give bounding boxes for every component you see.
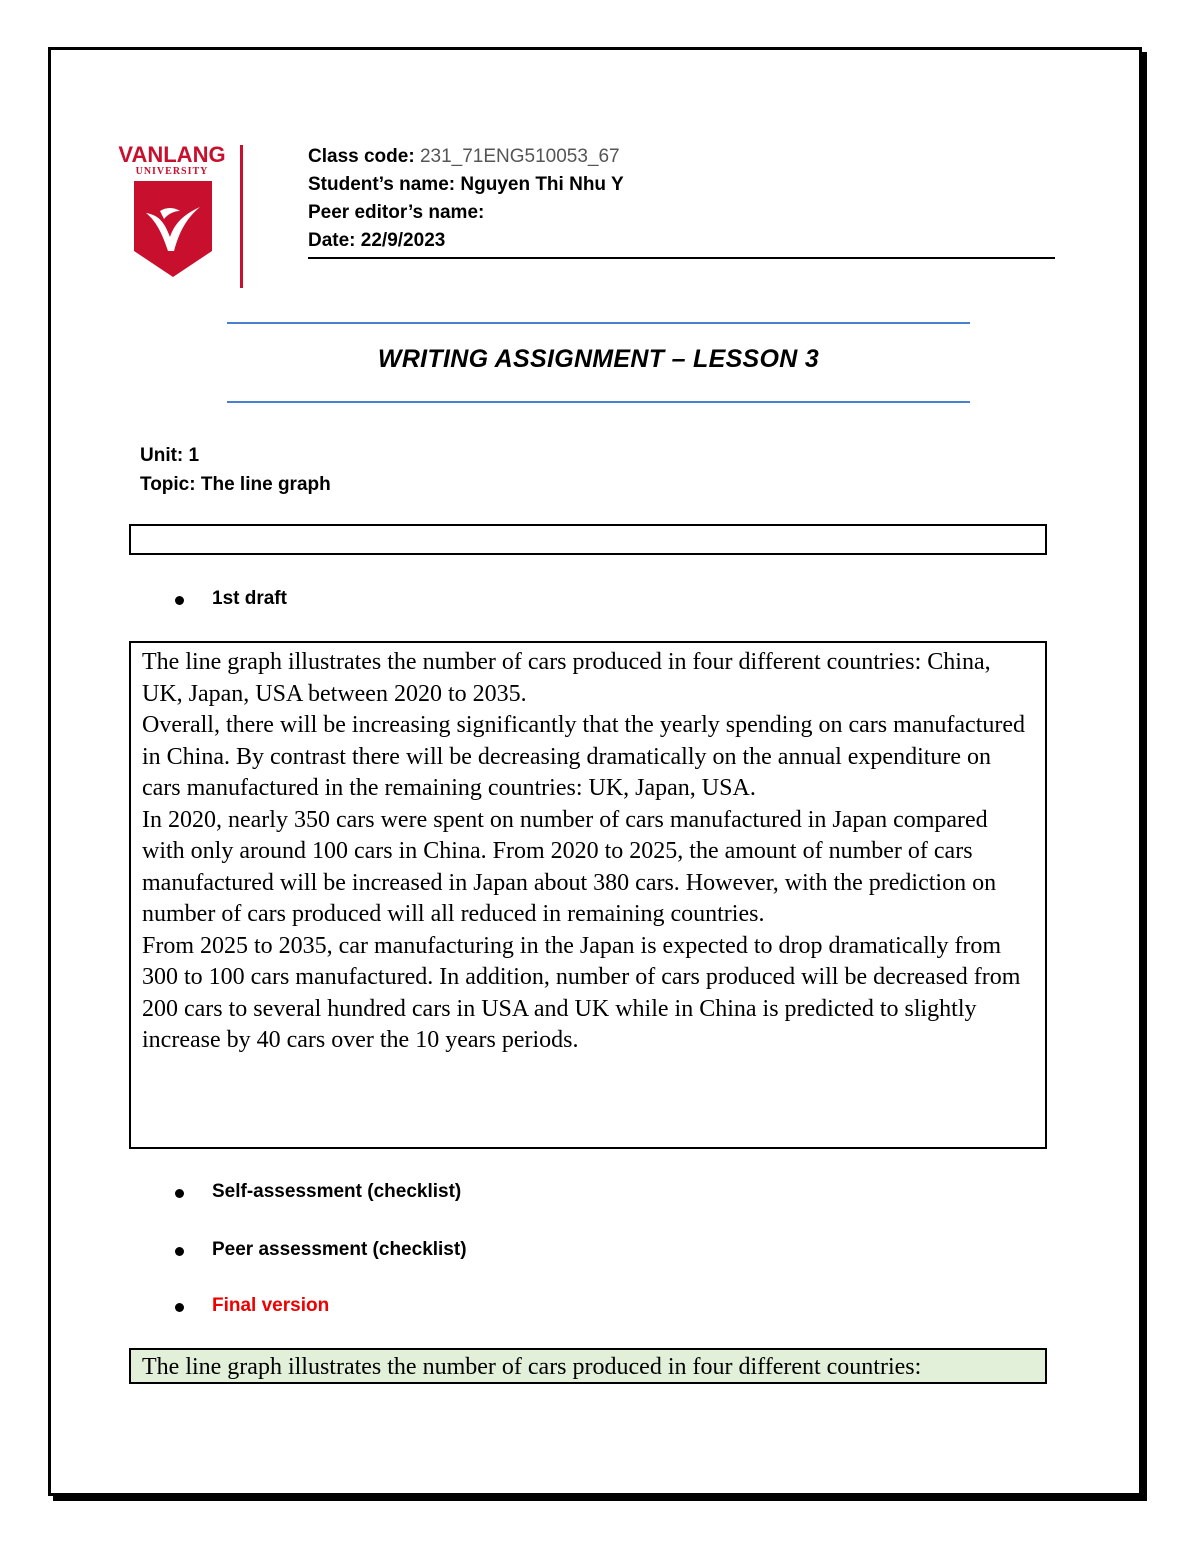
page-title: WRITING ASSIGNMENT – LESSON 3 [377, 345, 820, 373]
first-draft-label: 1st draft [212, 588, 287, 609]
title-bottom-rule [227, 401, 970, 403]
header-info [308, 143, 1053, 255]
date-line [308, 227, 1053, 255]
student-name-label: Student’s name: [308, 174, 456, 195]
bullet-icon [175, 1189, 184, 1198]
class-code-value: 231_71ENG510053_67 [419, 146, 620, 167]
final-version-label: Final version [212, 1295, 330, 1316]
draft-text-box[interactable] [129, 641, 1047, 1149]
header-divider [308, 257, 1055, 259]
logo-subtitle: UNIVERSITY [135, 166, 209, 177]
draft-paragraph: In 2020, nearly 350 cars were spent on number of cars manufactured in Japan compared with only around 100 cars in China. From 2020 to 2025, the amount of number of cars manufactured will be increased in Japan about 380 cars. However, with the prediction on number of cars produced will all reduced in remaining countries. [142, 806, 997, 927]
unit-value: 1 [188, 445, 200, 466]
unit-label: Unit: [140, 445, 184, 466]
unit-line [140, 441, 331, 470]
draft-paragraph: Overall, there will be increasing significantly that the yearly spending on cars manufactured in China. By contrast there will be decreasing dramatically on the annual expenditure on cars manufactured in the remaining countries: UK, Japan, USA. [142, 712, 1026, 801]
date-label: Date: [308, 230, 356, 251]
class-code-label: Class code: [308, 146, 415, 167]
peer-editor-label: Peer editor’s name: [308, 202, 485, 223]
peer-assessment-label: Peer assessment (checklist) [212, 1239, 467, 1260]
empty-input-box[interactable] [129, 524, 1047, 555]
topic-line [140, 470, 331, 499]
bullet-icon [175, 1303, 184, 1312]
topic-label: Topic: [140, 474, 196, 495]
student-name-line [308, 171, 1053, 199]
peer-editor-line [308, 199, 1053, 227]
final-text-box[interactable] [129, 1348, 1047, 1384]
bullet-icon [175, 1247, 184, 1256]
topic-value: The line graph [200, 474, 331, 495]
student-name-value: Nguyen Thi Nhu Y [460, 174, 624, 195]
bullet-icon [175, 596, 184, 605]
draft-paragraph: From 2025 to 2035, car manufacturing in the Japan is expected to drop dramatically from 300 to 100 cars manufactured. In addition, number of cars produced will be decreased from 200 cars to several hundred cars in USA and UK while in China is predicted to slightly increase by 40 cars over the 10 years periods. [142, 932, 1021, 1053]
self-assessment-label: Self-assessment (checklist) [212, 1181, 462, 1202]
final-text: The line graph illustrates the number of cars produced in four different countries: [142, 1354, 922, 1380]
date-value: 22/9/2023 [360, 230, 446, 251]
assignment-meta [140, 441, 331, 499]
logo-divider [240, 145, 243, 288]
shield-logo-icon [134, 181, 212, 277]
class-code-line [308, 143, 1053, 171]
draft-paragraph: The line graph illustrates the number of cars produced in four different countries: China, UK, Japan, USA between 2020 to 2035. [142, 649, 991, 707]
logo-wordmark: VANLANG [118, 142, 226, 167]
title-top-rule [227, 322, 970, 324]
